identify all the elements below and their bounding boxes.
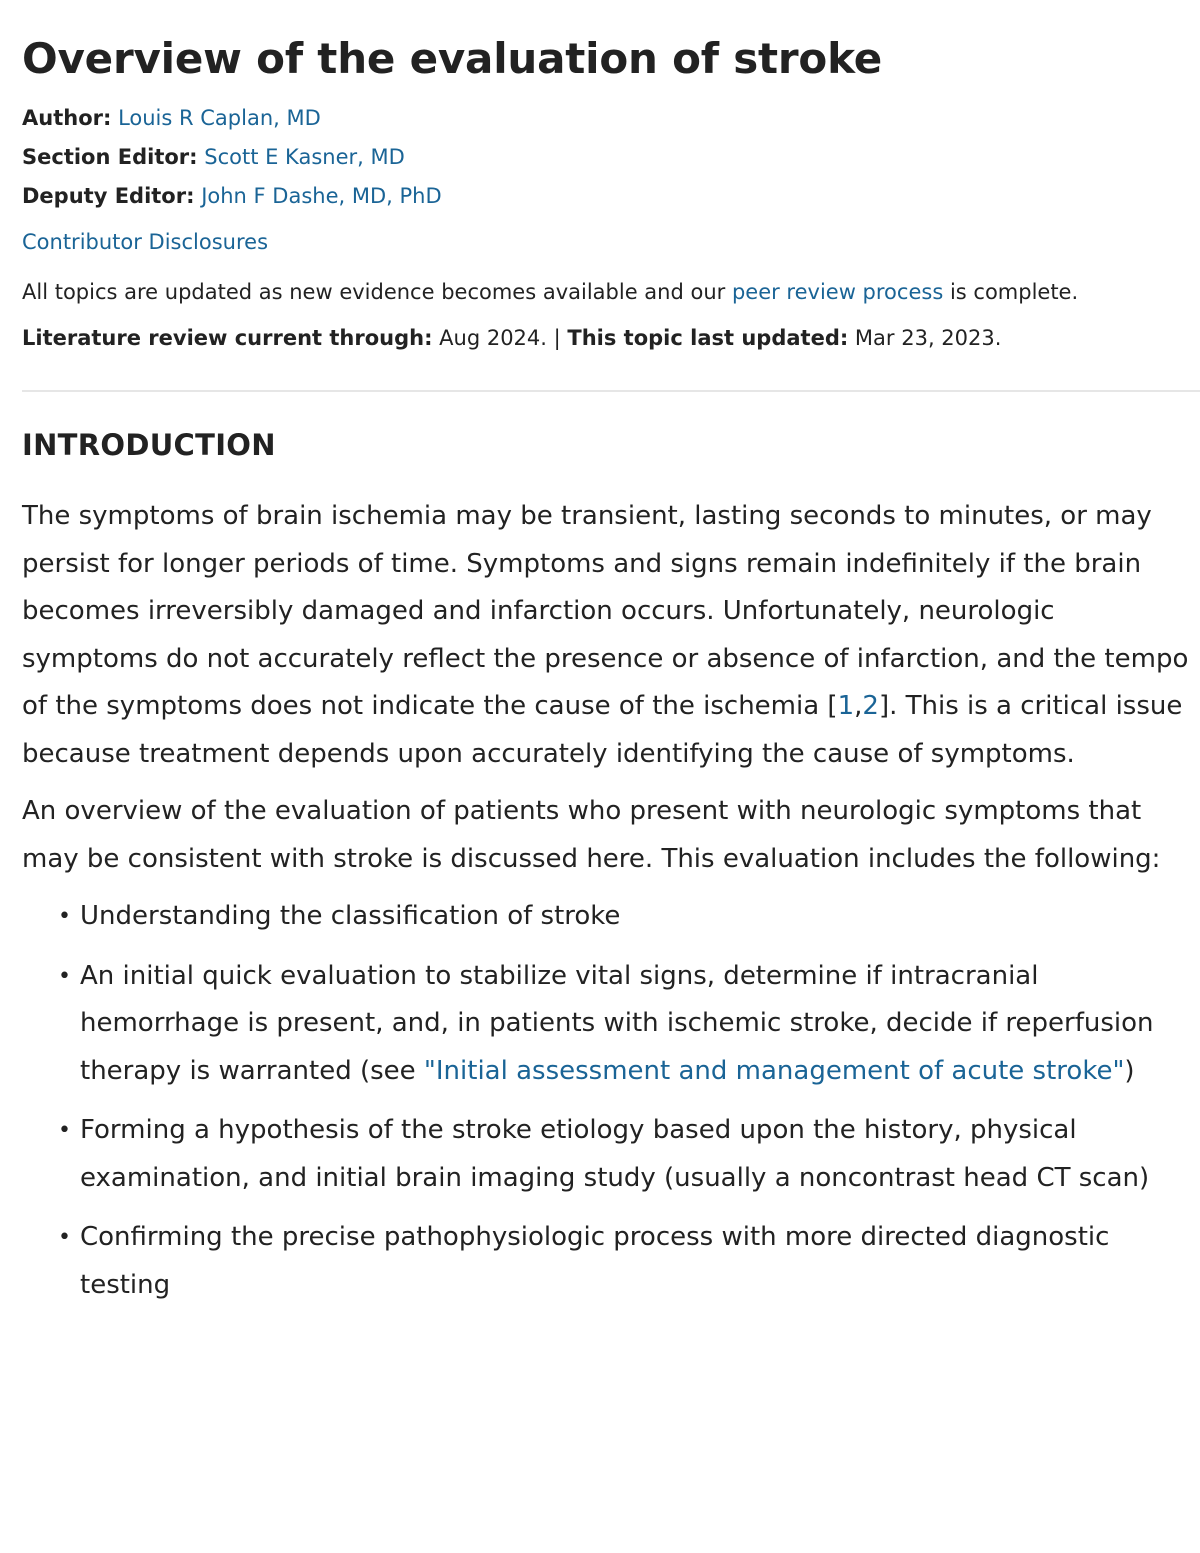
peer-review-process-link[interactable]: peer review process: [731, 280, 944, 304]
lit-review-label: Literature review current through:: [22, 326, 433, 350]
deputy-editor-link[interactable]: John F Dashe, MD, PhD: [201, 184, 442, 208]
author-row: [22, 99, 1200, 138]
bullet-icon: •: [58, 963, 71, 989]
intro-paragraph-1: [22, 493, 1200, 778]
byline: [22, 99, 1200, 216]
section-editor-row: [22, 138, 1200, 177]
contributor-disclosures-link[interactable]: Contributor Disclosures: [22, 230, 269, 254]
reference-1-link[interactable]: 1: [837, 691, 855, 721]
intro-paragraph-1-text: The symptoms of brain ischemia may be transient, lasting seconds to minutes, or may persist for longer periods of time. Symptoms and signs remain indefinitely if the brain becomes irreversibly damaged and infarction occurs. Unfortunately, neurologic symptoms do not accurately reflect the presence or absence of infarction, and the tempo of the symptoms does not indicate the cause of the ischemia [: [22, 501, 1189, 721]
update-note-prefix: All topics are updated as new evidence becomes available and our: [22, 280, 732, 304]
list-item-text: Understanding the classification of stroke: [80, 901, 621, 931]
list-item-text-end: ): [1124, 1055, 1135, 1086]
introduction-heading: INTRODUCTION: [22, 428, 276, 462]
initial-assessment-topic-link[interactable]: "Initial assessment and management of acute stroke": [423, 1055, 1125, 1086]
introduction-body: [22, 493, 1200, 1309]
review-dates: [22, 324, 1200, 352]
reference-2-link[interactable]: 2: [862, 691, 879, 721]
list-item: [58, 1107, 1200, 1202]
intro-paragraph-2: An overview of the evaluation of patients who present with neurologic symptoms that may be consistent with stroke is discussed here. This evaluation includes the following:: [22, 796, 1161, 874]
last-updated-label: This topic last updated:: [567, 326, 849, 350]
section-editor-label: Section Editor:: [22, 145, 198, 169]
bullet-icon: •: [58, 1118, 71, 1143]
disclosures-row: [22, 227, 1200, 257]
update-note-suffix: is complete.: [943, 280, 1079, 304]
bullet-icon: •: [58, 904, 71, 929]
list-item-text: Confirming the precise pathophysiologic process with more directed diagnostic testing: [80, 1222, 1110, 1300]
evaluation-steps-list: [22, 893, 1200, 1309]
author-link[interactable]: Louis R Caplan, MD: [118, 106, 321, 130]
lit-review-value: Aug 2024. |: [432, 326, 568, 350]
intro-paragraph-1-end: ]. This is a critical issue because treatment depends upon accurately identifying the cause of symptoms.: [22, 691, 1183, 769]
section-editor-link[interactable]: Scott E Kasner, MD: [204, 145, 405, 169]
list-item: [58, 953, 1200, 1096]
deputy-editor-label: Deputy Editor:: [22, 184, 195, 208]
list-item-text: An initial quick evaluation to stabilize vital signs, determine if intracranial hemorrhage is present, and, in patients with ischemic stroke, decide if reperfusion therapy is warranted (see: [80, 960, 1154, 1086]
list-item: [58, 1214, 1200, 1309]
list-item: [58, 893, 1200, 941]
update-note: [22, 278, 1200, 306]
article-title: Overview of the evaluation of stroke: [22, 34, 882, 83]
header-divider: [22, 390, 1200, 392]
bullet-icon: •: [58, 1225, 71, 1250]
deputy-editor-row: [22, 177, 1200, 216]
last-updated-value: Mar 23, 2023.: [848, 326, 1002, 350]
author-label: Author:: [22, 106, 112, 130]
list-item-text: Forming a hypothesis of the stroke etiology based upon the history, physical examination, and initial brain imaging study (usually a noncontrast head CT scan): [80, 1115, 1150, 1193]
reference-separator: ,: [854, 691, 863, 721]
